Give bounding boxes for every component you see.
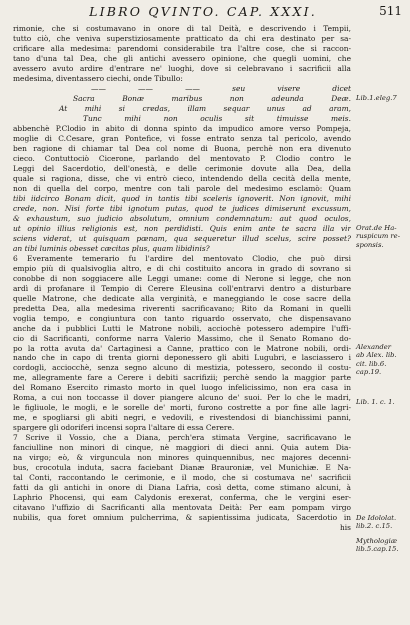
text-line: nando che in capo di trenta giorni deponessero gli abiti Lugubri, e lasciassero i: [13, 353, 351, 363]
text-line-latin: ut opinio illius religionis est, non perdidisti. Quis enim ante te sacra illa vir: [13, 223, 351, 233]
page-number: 511: [379, 4, 402, 18]
text-line: abbenchè P.Clodio in abito di donna spinto da impudico amore verso Pompeja,: [13, 123, 351, 133]
text-line: quelle Matrone, che dedicate alla verginità, e maneggiando le cose sacre della: [13, 293, 351, 303]
text-line-latin: sciens viderat, ut quisquam pœnam, qua sequeretur illud scelus, scire posset?: [13, 233, 351, 243]
main-text: [13, 24, 351, 533]
verse-line: Tunc mihi non oculis sit timuisse meis.: [83, 113, 351, 123]
text-line: medesima, diventassero ciechi, onde Tibullo:: [13, 73, 183, 83]
text-line: citavano l'uffizio di Sacrificanti alla mentovata Deità: Per eam pompam virgo: [13, 503, 351, 513]
text-line: fatti da gli antichi in onore di Diana Lafria, così detta, come stimano alcuni, à: [13, 483, 351, 493]
margin-note-alexander: Alexander ab Alex. lib. cit. lib.6. cap.19.: [356, 343, 397, 377]
text-line: 7 Scrive il Vossio, che a Diana, perch'era stimata Vergine, sacrificavano le: [13, 433, 351, 443]
text-line: quale si ragiona, disse, che vi entrò cieco, intendendo della cecità della mente,: [13, 173, 351, 183]
text-line: crificare alla medesima: parendomi considerabile tra l'altre cose, che si raccon-: [13, 43, 351, 53]
verse-line: Sacra Bonæ maribus non adeunda Deæ.: [73, 93, 351, 103]
text-line: tutto ciò, che veniva superstiziosamente pratticato da chi era destinato per sa-: [13, 33, 351, 43]
verse-line: At mihi si credas, illam sequar unus ad aram,: [59, 103, 351, 113]
text-line: predetta Dea, alla medesima riverenti sacrificavano; Rito da Romani in quelli: [13, 303, 351, 313]
text-line: Laphrio Phocensi, qui eam Calydonis erexerat, conferma, che le vergini eser-: [13, 493, 351, 503]
text-line-latin: & exhaustum, suo judicio absolutum, omnium condemnatum: aut quod oculos,: [13, 213, 351, 223]
text-line: voglia tempo, e congiuntura con tanto riguardo osservato, che dispensavano: [13, 313, 351, 323]
text-line: Leggi del Sacerdotio, dell'onestà, e delle cerimonie dovute alla Dea, della: [13, 163, 351, 173]
text-line: nubilis, qua foret omnium pulcherrima, & sapientissima judicata, Sacerdotio in: [13, 513, 351, 523]
text-line-latin: crede, non. Nisi forte tibi ignotum putas, quod te judices dimiserunt excussum,: [13, 203, 351, 213]
text-line: me, allegramente fare a Cerere i debiti sacrifizii; perchè sendo la maggior parte: [13, 373, 351, 383]
margin-note-cicero: Orat.de Ha- ruspicum re- sponsis.: [356, 224, 400, 249]
margin-note-valerius: Lib. 1. c. 1.: [356, 398, 395, 406]
text-line: spargere gli odoriferi incensi sopra l'altare di essa Cerere.: [13, 423, 235, 433]
text-line: Roma, a cui non toccasse il dover piangere alcuno de' suoi. Per lo che le madri,: [13, 393, 351, 403]
page-header: [8, 4, 404, 22]
text-line: del Romano Esercito rimasto morto in quel luogo infelicissimo, non era casa in: [13, 383, 351, 393]
text-line: le figliuole, le mogli, e le sorelle de' morti, furono costrette a por fine alle lagri-: [13, 403, 351, 413]
text-line: na virgo; eò, & virguncula non minores quinquennibus, nec majores decenni-: [13, 453, 351, 463]
verse-line: —— —— —— seu visere dicet: [91, 83, 351, 93]
text-line: ardì di profanare il Tempio di Cerere Eleusina coll'entrarvi dentro a disturbare: [13, 283, 351, 293]
text-line: tano d'una tal Dea, che gli antichi avessero opinione, che quegli uomini, che: [13, 53, 351, 63]
text-line: po la rotta avuta da' Cartaginesi a Canne, prattico con le Matrone nobili, ordi-: [13, 343, 351, 353]
text-line: me, e spogliarsi gli abiti negri, e vedovili, e rivestendosi di bianchissimi panni,: [13, 413, 351, 423]
text-line: rimonie, che si costumavano in onore di tal Deità, e descrivendo i Tempii,: [13, 24, 351, 33]
text-line: cordogli, acciocchè, senza segno alcuno di mestizia, potessero, secondo il costu-: [13, 363, 351, 373]
text-line: cio di Sacrificanti, conforme narra Valerio Massimo, che il Senato Romano do-: [13, 333, 351, 343]
text-line-latin: an tibi luminis obesset cæcitas plus, quam libidinis?: [13, 243, 210, 253]
text-line: bus, crocotula induta, sacra faciebant Dianæ Brauroniæ, vel Munichiæ. E Na-: [13, 463, 351, 473]
text-line: ben ragione di chiamar tal Dea col nome di Buona, perchè non era divenuto: [13, 143, 351, 153]
text-line: cieco. Contuttociò Cicerone, parlando del mentovato P. Clodio contro le: [13, 153, 351, 163]
running-title: LIBRO QVINTO. CAP. XXXI.: [89, 4, 317, 19]
text-line: non di quella del corpo, mentre con tali parole del medesimo esclamò: Quam: [13, 183, 351, 193]
text-line: tal Conti, raccontando le cerimonie, e il modo, che si costumava ne' sacrificii: [13, 473, 351, 483]
text-line: anche da i pubblici Lutti le Matrone nobili, acciochè potessero adempire l'uffi-: [13, 323, 351, 333]
text-line: empio più di qualsivoglia altro, e di chi costituito ancora in grado di sovrano si: [13, 263, 351, 273]
catchword: his: [340, 523, 351, 533]
text-line: moglie di C.Cesare, gran Pontefice, vi fosse entrato senza tal pericolo, avendo: [13, 133, 351, 143]
text-line: 6 Everamente temerario fu l'ardire del mentovato Clodio, che può dirsi: [13, 253, 351, 263]
text-line-latin: tibi iidcirco Bonam dicit, quod in tantis tibi sceleris ignoverit. Non ignovit, mihi: [13, 193, 351, 203]
margin-note-vossius: De Idololat. lib.2. c.15. Mythologiæ lib.5.cap.15.: [356, 514, 399, 554]
text-line: fanciulline non minori di cinque, nè maggiori di dieci anni. Quia autem Dia-: [13, 443, 351, 453]
text-line: conobbe di non soggiacere alle Leggi umane: come di Nerone si legge, che non: [13, 273, 351, 283]
margin-note-tibullus: Lib.1.eleg.7: [356, 94, 397, 102]
text-line: avessero avuto ardire d'entrare ne' luoghi, dove si celebravano i sacrificii alla: [13, 63, 351, 73]
